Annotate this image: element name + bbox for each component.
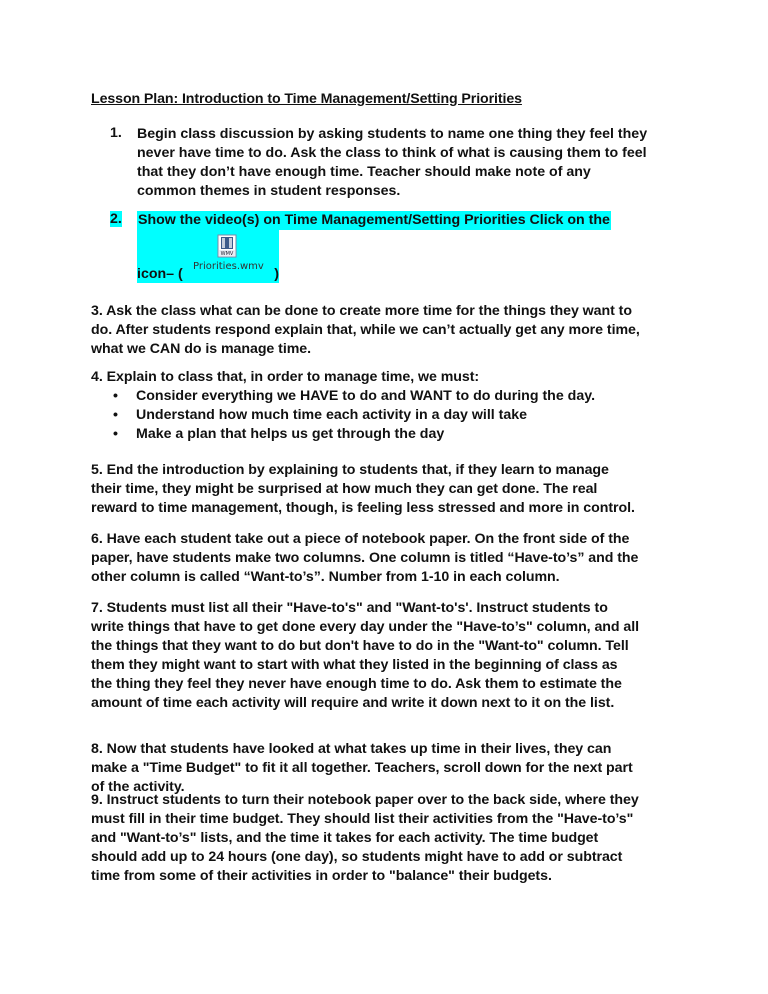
text-line: common themes in student responses. bbox=[137, 183, 401, 199]
text-line: reward to time management, though, is feeling less stressed and more in control. bbox=[91, 500, 635, 516]
text-line: 5. End the introduction by explaining to students that, if they learn to manage bbox=[91, 462, 609, 478]
bullet-mark: • bbox=[113, 388, 118, 404]
icon-prefix-text: icon– ( bbox=[137, 266, 183, 282]
paragraph-8 bbox=[91, 740, 691, 797]
text-line: do. After students respond explain that, while we can’t actually get any more time, bbox=[91, 322, 640, 338]
text-line: must fill in their time budget. They should list their activities from the "Have-to’s" bbox=[91, 811, 634, 827]
paragraph-9 bbox=[91, 791, 691, 886]
paragraph-7 bbox=[91, 599, 691, 713]
text-line: should add up to 24 hours (one day), so students might have to add or subtract bbox=[91, 849, 623, 865]
text-line: other column is called “Want-to’s”. Number from 1-10 in each column. bbox=[91, 569, 560, 585]
text-line: them they might want to start with what they listed in the beginning of class as bbox=[91, 657, 618, 673]
bullet-mark: • bbox=[113, 407, 118, 423]
text-line: 7. Students must list all their "Have-to's" and "Want-to's'. Instruct students to bbox=[91, 600, 608, 616]
text-line: amount of time each activity will require and write it down next to it on the list. bbox=[91, 695, 615, 711]
text-line: the thing they feel they never have enough time to do. Ask them to estimate the bbox=[91, 676, 622, 692]
text-line: time from some of their activities in order to "balance" their budgets. bbox=[91, 868, 552, 884]
video-file-icon[interactable] bbox=[217, 234, 237, 258]
list-item-text bbox=[137, 125, 700, 201]
bullet-mark: • bbox=[113, 426, 118, 442]
text-line: 3. Ask the class what can be done to create more time for the things they want to bbox=[91, 303, 632, 319]
text-line: never have time to do. Ask the class to think of what is causing them to feel bbox=[137, 145, 647, 161]
bullet-list bbox=[108, 387, 688, 444]
text-line: paper, have students make two columns. One column is titled “Have-to’s” and the bbox=[91, 550, 639, 566]
text-line: 6. Have each student take out a piece of notebook paper. On the front side of the bbox=[91, 531, 630, 547]
text-line: Begin class discussion by asking students to name one thing they feel they bbox=[137, 126, 648, 142]
bullet-text: Understand how much time each activity in a day will take bbox=[136, 407, 528, 423]
embedded-video-row bbox=[137, 228, 279, 283]
text-line: what we CAN do is manage time. bbox=[91, 341, 312, 357]
svg-text:WMV: WMV bbox=[220, 251, 234, 257]
text-line: 8. Now that students have looked at what takes up time in their lives, they can bbox=[91, 741, 612, 757]
bullet-item bbox=[108, 387, 688, 406]
file-name-label[interactable]: Priorities.wmv bbox=[193, 261, 264, 272]
text-line: 4. Explain to class that, in order to manage time, we must: bbox=[91, 369, 480, 385]
document-title: Lesson Plan: Introduction to Time Management/Setting Priorities bbox=[91, 91, 522, 107]
bullet-item bbox=[108, 425, 688, 444]
text-line: of the activity. bbox=[91, 779, 185, 795]
paragraph-6 bbox=[91, 530, 691, 587]
text-line: their time, they might be surprised at how much they can get done. The real bbox=[91, 481, 598, 497]
text-line-highlighted: Show the video(s) on Time Management/Setting Priorities Click on the bbox=[138, 212, 610, 228]
list-number: 2. bbox=[110, 211, 122, 227]
paragraph-4 bbox=[91, 368, 691, 387]
paragraph-5 bbox=[91, 461, 691, 518]
bullet-item bbox=[108, 406, 688, 425]
text-line: that they don’t have enough time. Teacher should make note of any bbox=[137, 164, 591, 180]
text-line: the things that they want to do but don't have to do in the "Want-to" column. Tell bbox=[91, 638, 629, 654]
text-line: write things that have to get done every day under the "Have-to’s" column, and all bbox=[91, 619, 640, 635]
paragraph-3 bbox=[91, 302, 691, 359]
icon-suffix-text: ) bbox=[274, 266, 279, 282]
list-number: 1. bbox=[110, 125, 122, 141]
text-line: make a "Time Budget" to fit it all together. Teachers, scroll down for the next part bbox=[91, 760, 633, 776]
text-line: 9. Instruct students to turn their notebook paper over to the back side, where they bbox=[91, 792, 639, 808]
list-item-1 bbox=[110, 125, 700, 201]
bullet-text: Consider everything we HAVE to do and WANT to do during the day. bbox=[136, 388, 596, 404]
text-line: and "Want-to’s" lists, and the time it takes for each activity. The time budget bbox=[91, 830, 599, 846]
bullet-text: Make a plan that helps us get through the day bbox=[136, 426, 445, 442]
